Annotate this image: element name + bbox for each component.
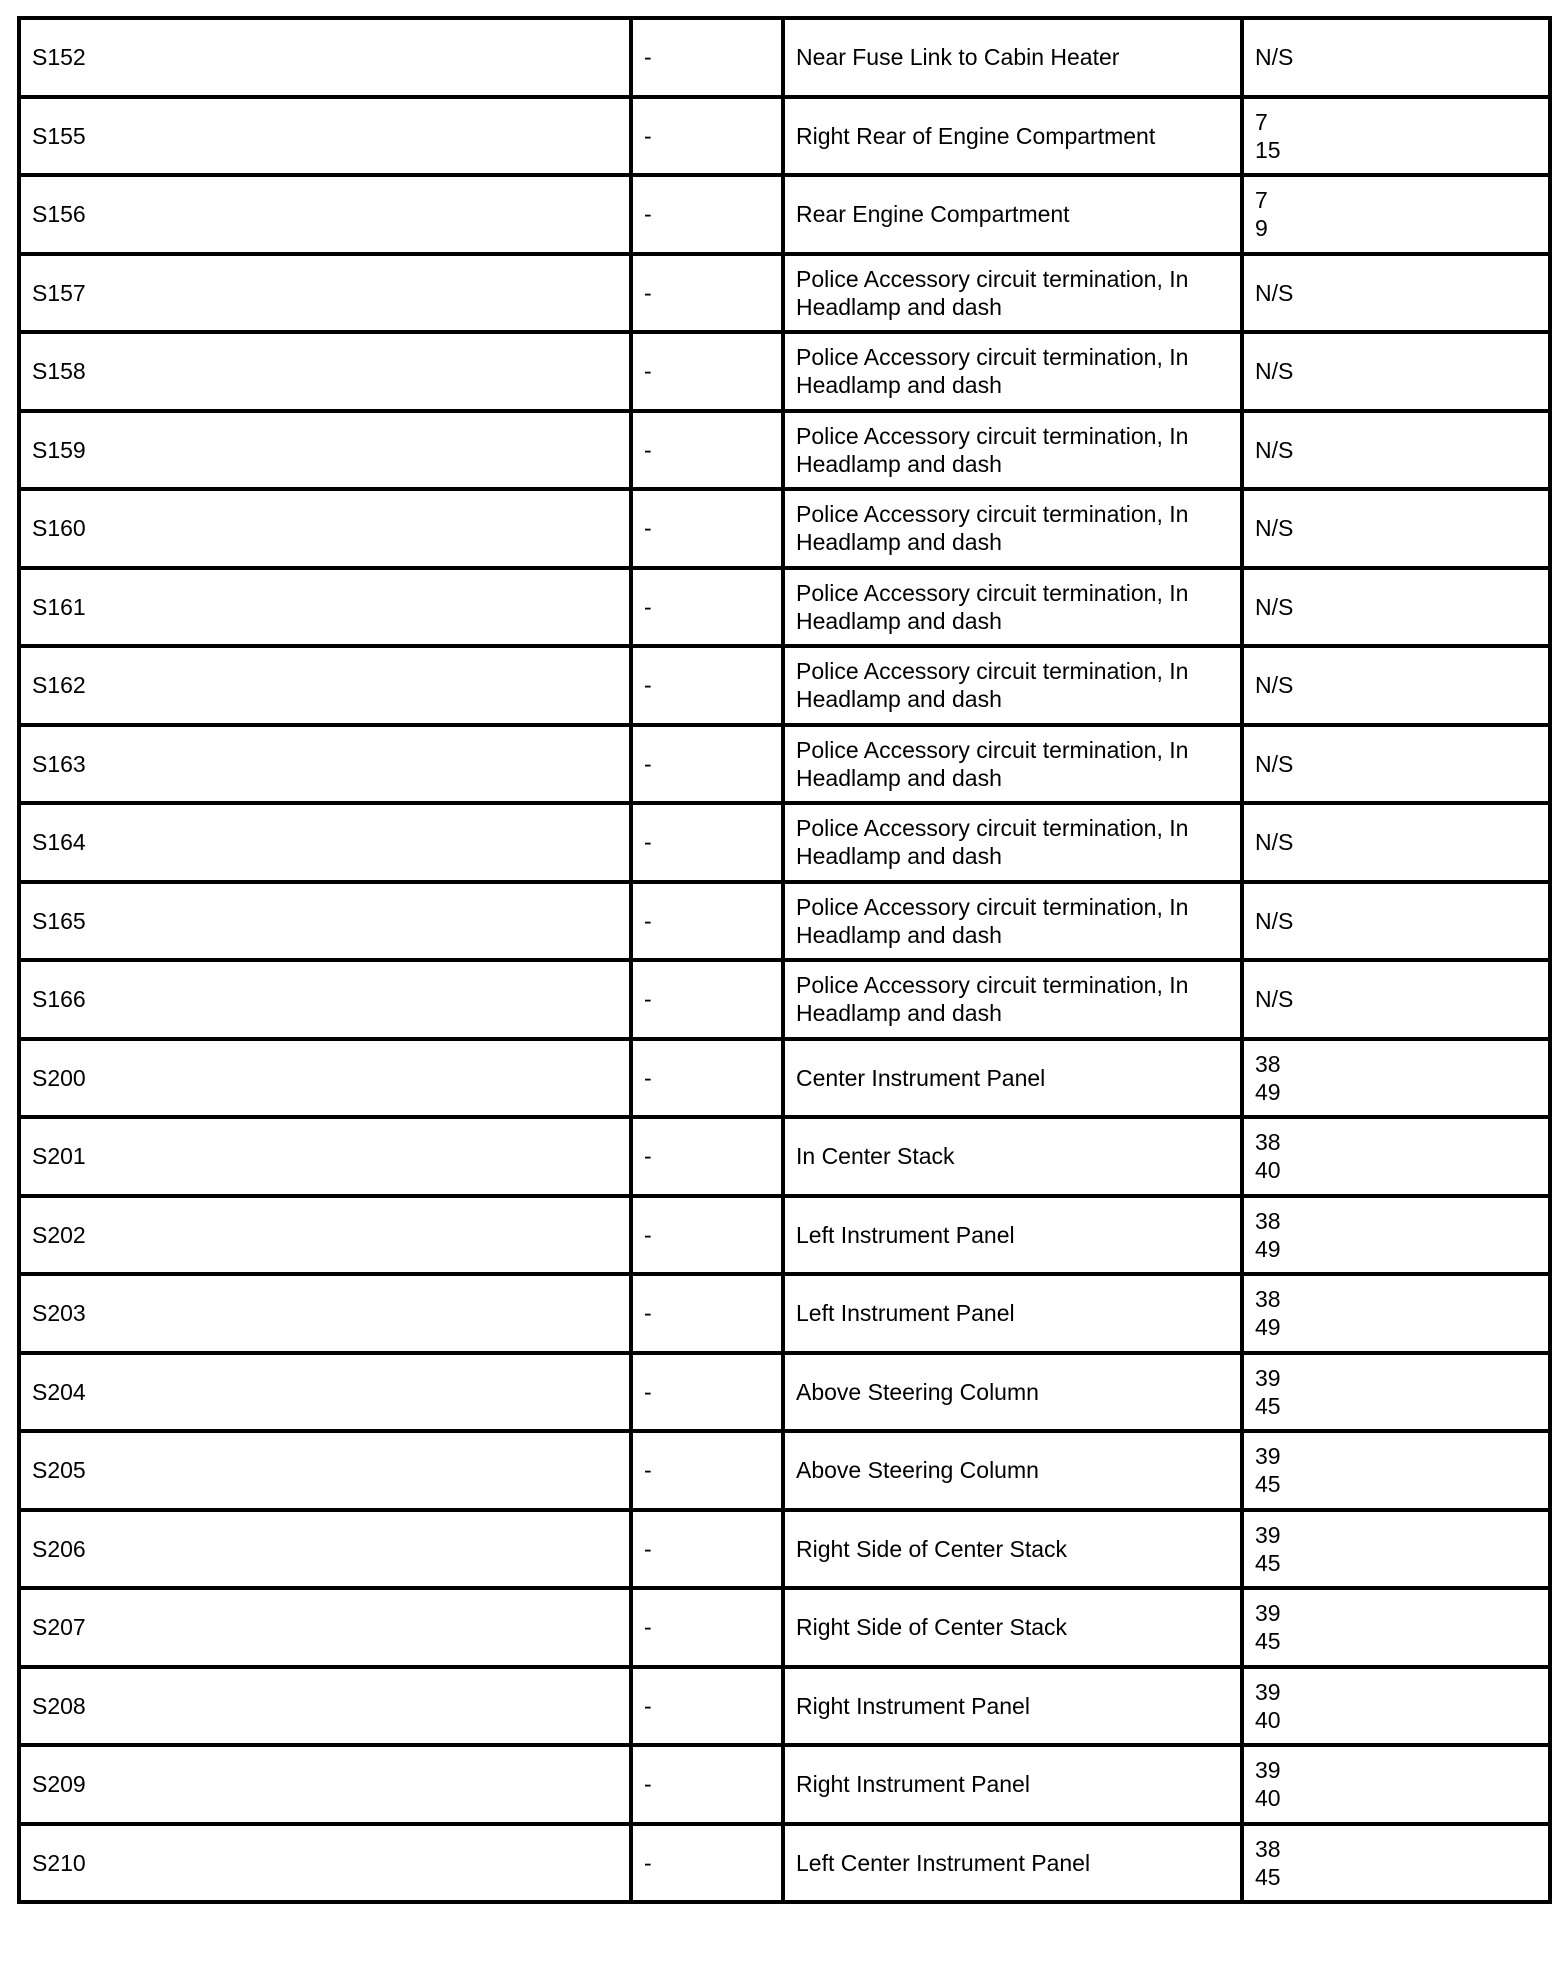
location-cell: Police Accessory circuit termination, In Headlamp and dash [783, 803, 1242, 882]
table-row [19, 1196, 1550, 1275]
page-ref-cell: N/S [1242, 332, 1550, 411]
location-cell: Above Steering Column [783, 1431, 1242, 1510]
location-cell: Near Fuse Link to Cabin Heater [783, 18, 1242, 97]
table-row [19, 960, 1550, 1039]
dash-cell: - [631, 646, 783, 725]
splice-id-cell: S206 [19, 1510, 631, 1589]
page-ref-cell: 38 49 [1242, 1274, 1550, 1353]
page-ref-cell: 7 15 [1242, 97, 1550, 176]
splice-id-cell: S202 [19, 1196, 631, 1275]
dash-cell: - [631, 254, 783, 333]
dash-cell: - [631, 18, 783, 97]
dash-cell: - [631, 1353, 783, 1432]
table-row [19, 1274, 1550, 1353]
dash-cell: - [631, 803, 783, 882]
dash-cell: - [631, 1667, 783, 1746]
splice-id-cell: S161 [19, 568, 631, 647]
page-ref-cell: N/S [1242, 882, 1550, 961]
dash-cell: - [631, 725, 783, 804]
table-row [19, 1824, 1550, 1903]
splice-id-cell: S207 [19, 1588, 631, 1667]
location-cell: In Center Stack [783, 1117, 1242, 1196]
location-cell: Right Side of Center Stack [783, 1510, 1242, 1589]
table-row [19, 882, 1550, 961]
splice-id-cell: S204 [19, 1353, 631, 1432]
location-cell: Police Accessory circuit termination, In Headlamp and dash [783, 882, 1242, 961]
location-cell: Police Accessory circuit termination, In Headlamp and dash [783, 411, 1242, 490]
page-ref-cell: 38 49 [1242, 1039, 1550, 1118]
splice-id-cell: S152 [19, 18, 631, 97]
page-ref-cell: 38 49 [1242, 1196, 1550, 1275]
location-cell: Right Rear of Engine Compartment [783, 97, 1242, 176]
location-cell: Police Accessory circuit termination, In Headlamp and dash [783, 646, 1242, 725]
location-cell: Right Instrument Panel [783, 1745, 1242, 1824]
splice-id-cell: S210 [19, 1824, 631, 1903]
table-row [19, 1588, 1550, 1667]
splice-id-cell: S165 [19, 882, 631, 961]
page-ref-cell: 38 45 [1242, 1824, 1550, 1903]
dash-cell: - [631, 960, 783, 1039]
dash-cell: - [631, 489, 783, 568]
page-ref-cell: N/S [1242, 411, 1550, 490]
table-row [19, 1667, 1550, 1746]
page-ref-cell: N/S [1242, 254, 1550, 333]
table-row [19, 175, 1550, 254]
table-row [19, 1353, 1550, 1432]
location-cell: Right Instrument Panel [783, 1667, 1242, 1746]
table-row [19, 568, 1550, 647]
dash-cell: - [631, 1824, 783, 1903]
table-row [19, 254, 1550, 333]
splice-id-cell: S201 [19, 1117, 631, 1196]
dash-cell: - [631, 568, 783, 647]
page-ref-cell: 39 40 [1242, 1667, 1550, 1746]
table-row [19, 1039, 1550, 1118]
splice-id-cell: S155 [19, 97, 631, 176]
location-cell: Police Accessory circuit termination, In Headlamp and dash [783, 254, 1242, 333]
table-row [19, 332, 1550, 411]
table-row [19, 646, 1550, 725]
page-ref-cell: N/S [1242, 960, 1550, 1039]
dash-cell: - [631, 97, 783, 176]
location-cell: Police Accessory circuit termination, In Headlamp and dash [783, 489, 1242, 568]
table-row [19, 1510, 1550, 1589]
splice-id-cell: S209 [19, 1745, 631, 1824]
table-row [19, 725, 1550, 804]
splice-location-table [17, 16, 1552, 1904]
page-ref-cell: N/S [1242, 489, 1550, 568]
page-ref-cell: 7 9 [1242, 175, 1550, 254]
table-row [19, 1431, 1550, 1510]
splice-id-cell: S156 [19, 175, 631, 254]
splice-id-cell: S163 [19, 725, 631, 804]
dash-cell: - [631, 1588, 783, 1667]
table-body [19, 18, 1550, 1902]
page-ref-cell: 39 45 [1242, 1431, 1550, 1510]
table-row [19, 803, 1550, 882]
table-row [19, 97, 1550, 176]
location-cell: Police Accessory circuit termination, In Headlamp and dash [783, 725, 1242, 804]
page-ref-cell: 39 45 [1242, 1353, 1550, 1432]
table-row [19, 489, 1550, 568]
splice-id-cell: S159 [19, 411, 631, 490]
dash-cell: - [631, 1117, 783, 1196]
location-cell: Police Accessory circuit termination, In Headlamp and dash [783, 960, 1242, 1039]
page-ref-cell: 39 45 [1242, 1510, 1550, 1589]
splice-id-cell: S208 [19, 1667, 631, 1746]
dash-cell: - [631, 1274, 783, 1353]
table-row [19, 1117, 1550, 1196]
page-ref-cell: 38 40 [1242, 1117, 1550, 1196]
splice-id-cell: S203 [19, 1274, 631, 1353]
dash-cell: - [631, 1510, 783, 1589]
splice-id-cell: S205 [19, 1431, 631, 1510]
location-cell: Police Accessory circuit termination, In Headlamp and dash [783, 332, 1242, 411]
page-ref-cell: N/S [1242, 725, 1550, 804]
location-cell: Left Instrument Panel [783, 1196, 1242, 1275]
table-row [19, 411, 1550, 490]
dash-cell: - [631, 175, 783, 254]
dash-cell: - [631, 332, 783, 411]
location-cell: Center Instrument Panel [783, 1039, 1242, 1118]
location-cell: Above Steering Column [783, 1353, 1242, 1432]
page-ref-cell: 39 45 [1242, 1588, 1550, 1667]
splice-id-cell: S164 [19, 803, 631, 882]
location-cell: Left Instrument Panel [783, 1274, 1242, 1353]
page-ref-cell: N/S [1242, 18, 1550, 97]
splice-id-cell: S158 [19, 332, 631, 411]
dash-cell: - [631, 1745, 783, 1824]
splice-id-cell: S200 [19, 1039, 631, 1118]
dash-cell: - [631, 411, 783, 490]
location-cell: Left Center Instrument Panel [783, 1824, 1242, 1903]
page-ref-cell: N/S [1242, 568, 1550, 647]
splice-id-cell: S162 [19, 646, 631, 725]
dash-cell: - [631, 1039, 783, 1118]
location-cell: Police Accessory circuit termination, In Headlamp and dash [783, 568, 1242, 647]
location-cell: Rear Engine Compartment [783, 175, 1242, 254]
splice-id-cell: S166 [19, 960, 631, 1039]
table-row [19, 18, 1550, 97]
page-ref-cell: N/S [1242, 646, 1550, 725]
dash-cell: - [631, 1431, 783, 1510]
dash-cell: - [631, 882, 783, 961]
splice-id-cell: S157 [19, 254, 631, 333]
splice-id-cell: S160 [19, 489, 631, 568]
page-ref-cell: 39 40 [1242, 1745, 1550, 1824]
location-cell: Right Side of Center Stack [783, 1588, 1242, 1667]
dash-cell: - [631, 1196, 783, 1275]
table-row [19, 1745, 1550, 1824]
page-ref-cell: N/S [1242, 803, 1550, 882]
